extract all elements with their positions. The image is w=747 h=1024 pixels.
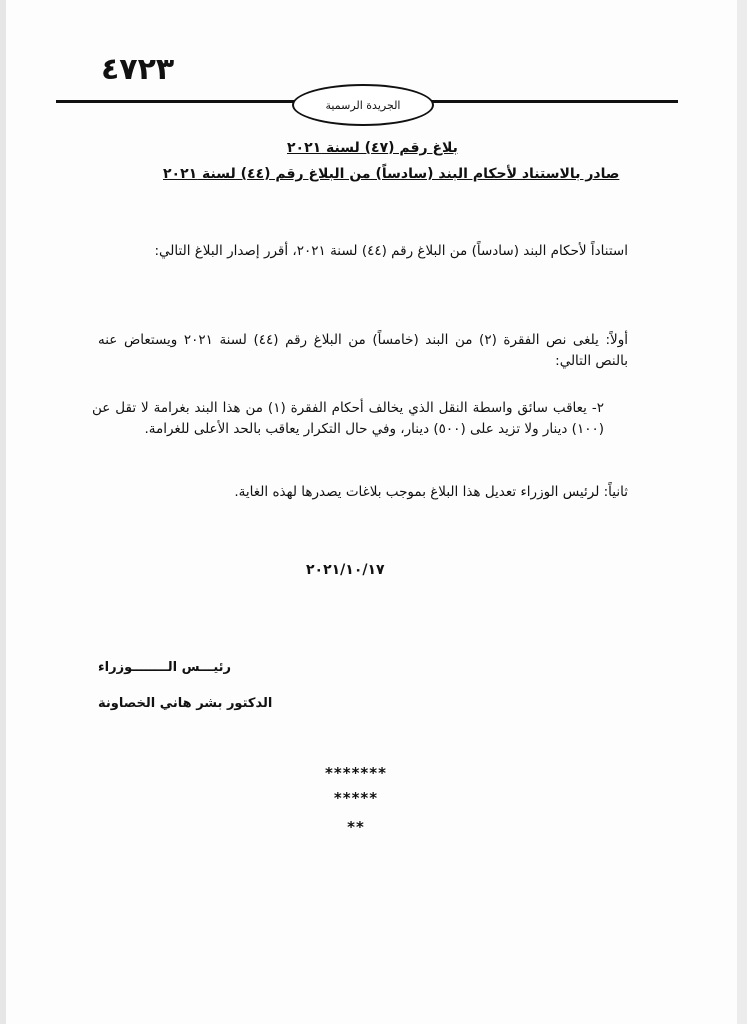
first-clause (98, 330, 628, 372)
decree-title: بلاغ رقم (٤٧) لسنة ٢٠٢١ (287, 140, 458, 156)
second-clause-text: لرئيس الوزراء تعديل هذا البلاغ بموجب بلاغات يصدرها لهذه الغاية. (234, 484, 604, 500)
end-stars-row-1: ******* (325, 764, 387, 782)
signatory-name: الدكتور بشر هاني الخصاونة (98, 696, 273, 711)
page-number: ٤٧٢٣ (101, 52, 175, 87)
second-clause (98, 482, 628, 503)
intro-paragraph: استناداً لأحكام البند (سادساً) من البلاغ رقم (٤٤) لسنة ٢٠٢١، أقرر إصدار البلاغ التالي: (154, 243, 628, 259)
decree-subtitle: صادر بالاستناد لأحكام البند (سادساً) من البلاغ رقم (٤٤) لسنة ٢٠٢١ (163, 166, 620, 182)
signatory-title: رئيـــس الــــــــوزراء (98, 660, 232, 675)
end-stars-row-2: ***** (333, 789, 379, 807)
clause-item-2: ٢- يعاقب سائق واسطة النقل الذي يخالف أحكام الفقرة (١) من هذا البند بغرامة لا تقل عن (١٠٠) دينار ولا تزيد على (٥٠٠) دينار، وفي حال التكرار يعاقب بالحد الأعلى للغرامة. (92, 400, 604, 437)
first-clause-text: يلغى نص الفقرة (٢) من البند (خامساً) من البلاغ رقم (٤٤) لسنة ٢٠٢١ ويستعاض عنه بالنص التالي: (98, 332, 628, 369)
issue-date: ٢٠٢١/١٠/١٧ (306, 562, 385, 578)
end-stars-row-3: ** (347, 818, 365, 836)
gazette-label: الجريدة الرسمية (292, 84, 434, 126)
second-clause-label: ثانياً: (603, 484, 628, 500)
first-clause-label: أولاً: (605, 332, 629, 348)
